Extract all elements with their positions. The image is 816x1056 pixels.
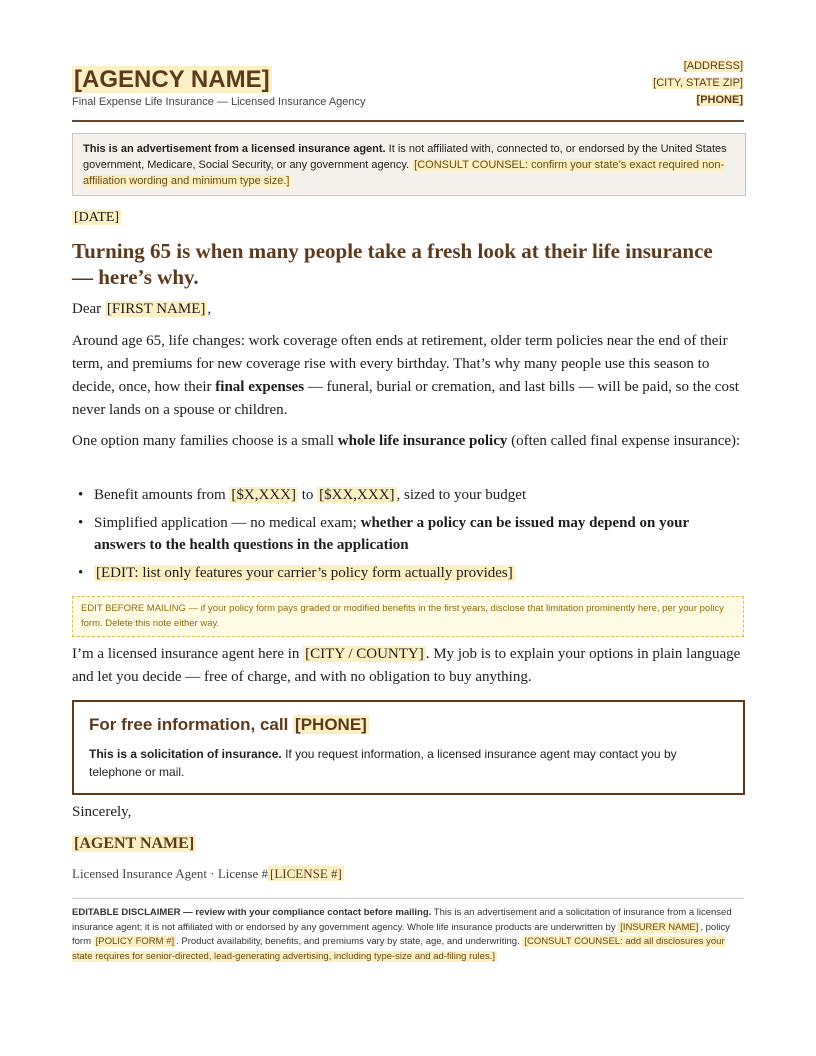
list-item: • Simplified application — no medical exam; whether a policy can be issued may depend on your answers to the health questions in the application xyxy=(94,512,744,556)
letter-date: [DATE] xyxy=(74,210,120,225)
agent-name: [AGENT NAME] xyxy=(74,835,195,852)
paragraph-intro: Around age 65, life changes: work coverage often ends at retirement, older term policies near the end of their term, and premiums for new coverage rise with every birthday. That’s why many people use this season to decide, once, how their final expenses — funeral, burial or cremation, and last bills — will be paid, so the cost never lands on a spouse or children. xyxy=(72,333,739,418)
agency-name: [AGENCY NAME] xyxy=(74,66,270,93)
solicitation-notice: This is a solicitation of insurance. If you request information, a licensed insurance agent may contact you by telephone or mail. xyxy=(89,747,677,779)
closing: Sincerely, xyxy=(72,804,132,820)
notice-bold: This is an advertisement from a licensed insurance agent. xyxy=(83,143,386,155)
cta-title: For free information, call [PHONE] xyxy=(89,715,367,734)
agency-tagline: Final Expense Life Insurance — Licensed Insurance Agency xyxy=(72,96,366,108)
call-to-action-box xyxy=(72,700,745,795)
max-benefit-placeholder: [$XX,XXX] xyxy=(319,487,395,503)
greeting: Dear [FIRST NAME] , xyxy=(72,301,212,317)
paragraph-agent-intro: I’m a licensed insurance agent here in [CITY / COUNTY] . My job is to explain your options in plain language and let you decide — free of charge, and with no obligation to buy anything. xyxy=(72,646,741,685)
advertisement-notice xyxy=(72,133,746,196)
insurer-name-placeholder: [INSURER NAME] xyxy=(620,921,699,933)
min-benefit-placeholder: [$X,XXX] xyxy=(231,487,296,503)
list-item xyxy=(94,562,744,584)
disclaimer-counsel-placeholder: [CONSULT COUNSEL: add all disclosures your state requires for senior-directed, lead-generating advertising, including type-size and ad-filing rules.] xyxy=(72,936,725,962)
agency-city-state-zip: [CITY, STATE ZIP] xyxy=(653,77,743,89)
letterhead xyxy=(72,58,744,122)
notice-text: It is not affiliated with, connected to, or endorsed by the United States government, Medicare, Social Security, or any government agency. xyxy=(83,143,727,171)
cta-phone: [PHONE] xyxy=(295,715,367,734)
first-name-placeholder: [FIRST NAME] xyxy=(106,301,206,317)
paragraph-whole-life: One option many families choose is a small whole life insurance policy (often called final expense insurance): xyxy=(72,433,741,449)
letter-headline: Turning 65 is when many people take a fresh look at their life insurance — here’s why. xyxy=(72,239,713,289)
license-line: Licensed Insurance Agent · License # [LICENSE #] xyxy=(72,866,342,881)
edit-features-placeholder: [EDIT: list only features your carrier’s policy form actually provides] xyxy=(96,565,513,581)
list-item: • Benefit amounts from [$X,XXX] to [$XX,XXX] , sized to your budget xyxy=(94,484,744,506)
notice-counsel-placeholder: [CONSULT COUNSEL: confirm your state’s exact required non-affiliation wording and minimum type size.] xyxy=(83,159,725,187)
edit-before-mailing-note: EDIT BEFORE MAILING — if your policy form pays graded or modified benefits in the first years, disclose that limitation prominently here, per your policy form. Delete this note either way. xyxy=(72,596,744,637)
agency-phone: [PHONE] xyxy=(696,94,743,106)
agency-contact-block xyxy=(652,58,744,109)
editable-disclaimer: EDITABLE DISCLAIMER — review with your compliance contact before mailing. This is an advertisement and a solicitation of insurance from a licensed insurance agent; it is not affiliated with or endorsed by any government agency. Whole life insurance products are underwritten by [INSURER NAME] , policy form [POLICY FORM #] . Product availability, benefits, and premiums vary by state, age, and underwriting. [CONSULT COUNSEL: add all disclosures your state requires for senior-directed, lead-generating advertising, including type-size and ad-filing rules.] xyxy=(72,898,744,964)
benefit-list xyxy=(72,484,744,590)
license-number-placeholder: [LICENSE #] xyxy=(270,866,342,881)
agency-address: [ADDRESS] xyxy=(683,60,743,72)
city-county-placeholder: [CITY / COUNTY] xyxy=(305,646,424,662)
policy-form-placeholder: [POLICY FORM #] xyxy=(95,936,175,947)
